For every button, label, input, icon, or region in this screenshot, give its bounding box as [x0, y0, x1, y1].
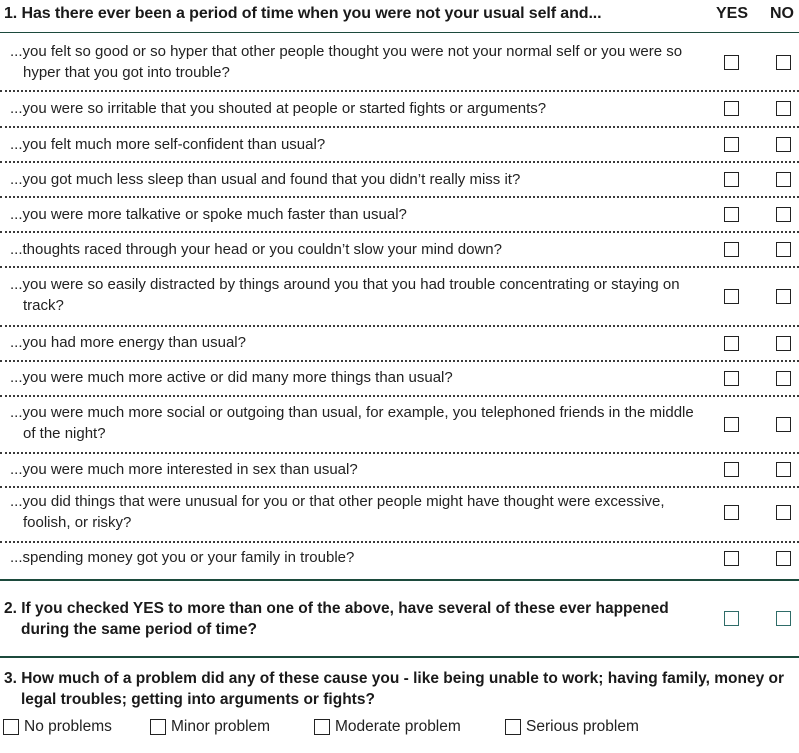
q1-item-3-no-checkbox[interactable]	[776, 137, 791, 152]
q3-option-no-problems[interactable]	[3, 718, 112, 736]
q1-row-3	[0, 128, 799, 163]
q1-row-10	[0, 397, 799, 454]
q1-item-5-no-checkbox[interactable]	[776, 207, 791, 222]
q1-item-2-yes-checkbox[interactable]	[724, 101, 739, 116]
q1-item-8-no-checkbox[interactable]	[776, 336, 791, 351]
q1-item-12-yes-checkbox[interactable]	[724, 505, 739, 520]
q1-item-13-no-checkbox[interactable]	[776, 551, 791, 566]
q1-row-8	[0, 327, 799, 362]
q1-item-text: ...you were much more social or outgoing than usual, for example, you telephoned friends in the middle of the night?	[10, 404, 694, 442]
q1-row-11	[0, 454, 799, 488]
q1-row-5	[0, 198, 799, 233]
q1-item-8-yes-checkbox[interactable]	[724, 336, 739, 351]
q1-item-9-no-checkbox[interactable]	[776, 371, 791, 386]
yes-column-header: YES	[716, 5, 749, 22]
q3-option-checkbox[interactable]	[150, 719, 166, 735]
q1-row-7	[0, 268, 799, 327]
q1-item-6-no-checkbox[interactable]	[776, 242, 791, 257]
q1-row-1	[0, 33, 799, 92]
q1-item-7-no-checkbox[interactable]	[776, 289, 791, 304]
q3-option-label: Moderate problem	[335, 718, 461, 735]
section-divider	[0, 656, 799, 658]
q1-item-7-yes-checkbox[interactable]	[724, 289, 739, 304]
q1-item-1-yes-checkbox[interactable]	[724, 55, 739, 70]
q3-option-label: No problems	[24, 718, 112, 735]
q1-item-text: ...you were so irritable that you shouted at people or started fights or arguments?	[10, 100, 547, 117]
q1-item-10-no-checkbox[interactable]	[776, 417, 791, 432]
q1-item-13-yes-checkbox[interactable]	[724, 551, 739, 566]
no-column-header: NO	[770, 5, 794, 22]
q1-item-10-yes-checkbox[interactable]	[724, 417, 739, 432]
q1-item-4-yes-checkbox[interactable]	[724, 172, 739, 187]
q1-item-9-yes-checkbox[interactable]	[724, 371, 739, 386]
q3-option-label: Minor problem	[171, 718, 271, 735]
q1-row-6	[0, 233, 799, 268]
q1-item-11-yes-checkbox[interactable]	[724, 462, 739, 477]
q1-item-text: ...you got much less sleep than usual and found that you didn’t really miss it?	[10, 171, 521, 188]
q1-item-2-no-checkbox[interactable]	[776, 101, 791, 116]
q1-item-5-yes-checkbox[interactable]	[724, 207, 739, 222]
q1-row-9	[0, 362, 799, 397]
q3-option-checkbox[interactable]	[3, 719, 19, 735]
q3-option-checkbox[interactable]	[314, 719, 330, 735]
q3-option-moderate-problem[interactable]	[314, 718, 461, 736]
q1-row-4	[0, 163, 799, 198]
q1-item-text: ...thoughts raced through your head or you couldn’t slow your mind down?	[10, 241, 502, 258]
q1-item-text: ...you were much more active or did many more things than usual?	[10, 369, 453, 386]
q3-option-label: Serious problem	[526, 718, 639, 735]
q3-question: 3. How much of a problem did any of these cause you - like being unable to work; having family, money or legal troubles; getting into arguments or fights?	[4, 670, 785, 708]
q1-item-text: ...you were much more interested in sex than usual?	[10, 461, 358, 478]
q1-item-text: ...you were so easily distracted by things around you that you had trouble concentrating or staying on track?	[10, 276, 680, 314]
q1-item-1-no-checkbox[interactable]	[776, 55, 791, 70]
q1-title: 1. Has there ever been a period of time when you were not your usual self and...	[4, 5, 602, 22]
q1-item-3-yes-checkbox[interactable]	[724, 137, 739, 152]
q1-item-text: ...you had more energy than usual?	[10, 334, 246, 351]
q1-header	[0, 0, 799, 33]
q1-row-12	[0, 488, 799, 543]
q1-item-6-yes-checkbox[interactable]	[724, 242, 739, 257]
q1-item-11-no-checkbox[interactable]	[776, 462, 791, 477]
q1-row-2	[0, 92, 799, 128]
q3-option-serious-problem[interactable]	[505, 718, 639, 736]
q1-item-text: ...you felt much more self-confident than usual?	[10, 136, 326, 153]
section-divider	[0, 579, 799, 581]
q1-item-4-no-checkbox[interactable]	[776, 172, 791, 187]
q3-option-checkbox[interactable]	[505, 719, 521, 735]
q1-row-13	[0, 543, 799, 577]
q1-item-text: ...you did things that were unusual for you or that other people might have thought were excessive, foolish, or risky?	[10, 493, 665, 531]
q1-item-text: ...you were more talkative or spoke much faster than usual?	[10, 206, 407, 223]
q2-question: 2. If you checked YES to more than one of the above, have several of these ever happened during the same period of time?	[4, 600, 669, 638]
q1-item-12-no-checkbox[interactable]	[776, 505, 791, 520]
q2-yes-checkbox[interactable]	[724, 611, 739, 626]
q3-option-minor-problem[interactable]	[150, 718, 270, 736]
q1-item-text: ...spending money got you or your family in trouble?	[10, 549, 355, 566]
q2-no-checkbox[interactable]	[776, 611, 791, 626]
q1-item-text: ...you felt so good or so hyper that other people thought you were not your normal self or you were so hyper that you got into trouble?	[10, 43, 683, 81]
